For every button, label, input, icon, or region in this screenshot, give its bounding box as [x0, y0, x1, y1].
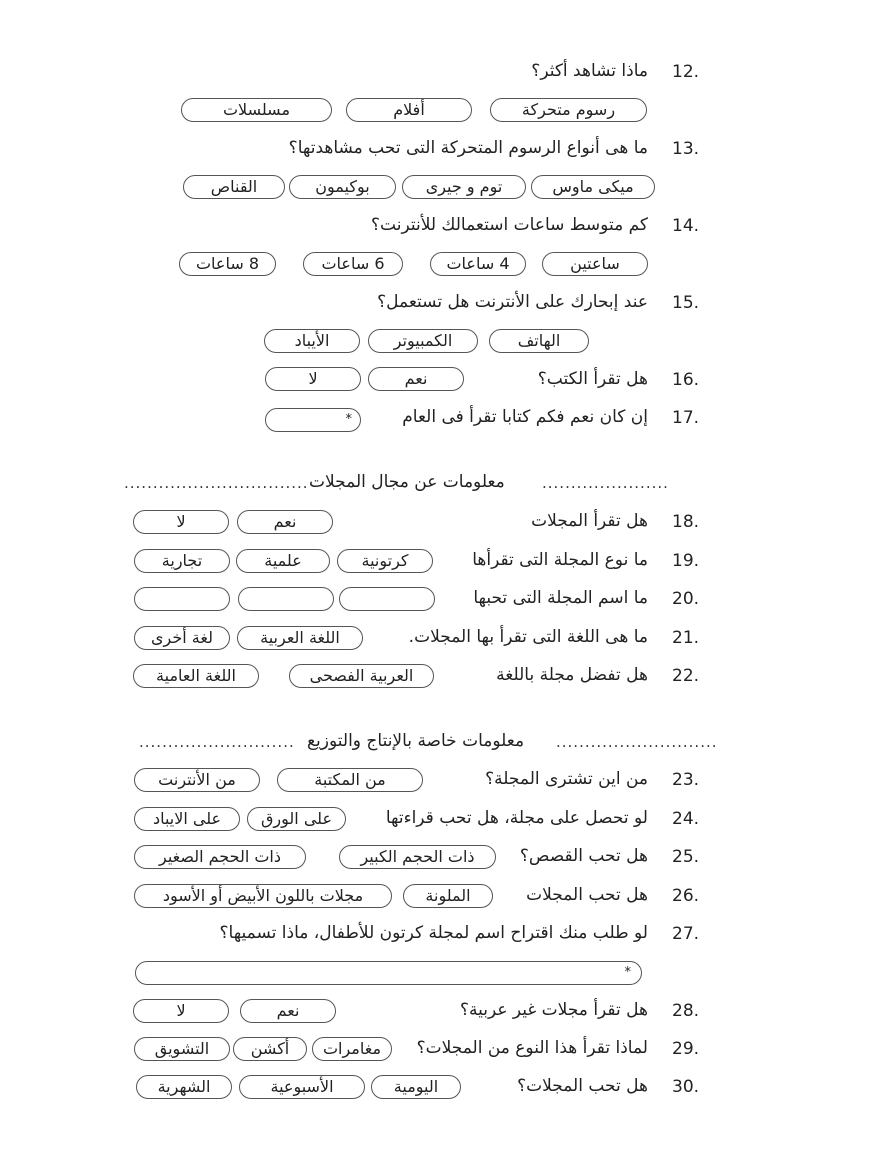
option-tom-and-jerry[interactable]: توم و جيرى	[402, 175, 526, 199]
question-text: لو تحصل على مجلة، هل تحب قراءتها	[385, 808, 648, 828]
option-yes[interactable]: نعم	[368, 367, 464, 391]
magazine-name-suggestion-input[interactable]: *	[135, 961, 642, 985]
question-24	[0, 806, 873, 836]
question-text: لو طلب منك اقتراح اسم لمجلة كرتون للأطفال، ماذا تسميها؟	[219, 923, 648, 943]
question-text: ما نوع المجلة التى تقرأها	[472, 550, 648, 570]
option-no[interactable]: لا	[265, 367, 361, 391]
question-text: إن كان نعم فكم كتابا تقرأ فى العام	[402, 407, 648, 427]
section-title-magazines-field: معلومات عن مجال المجلات	[309, 472, 505, 492]
question-number: 22.	[672, 666, 700, 686]
question-number: 16.	[672, 370, 700, 390]
option-classical-arabic[interactable]: العربية الفصحى	[289, 664, 434, 688]
option-suspense[interactable]: التشويق	[134, 1037, 230, 1061]
question-28	[0, 998, 873, 1028]
question-text: هل تفضل مجلة باللغة	[496, 665, 648, 685]
magazine-name-input-3[interactable]	[134, 587, 230, 611]
question-20	[0, 586, 873, 616]
option-large-size[interactable]: ذات الحجم الكبير	[339, 845, 496, 869]
question-number: 23.	[672, 770, 700, 790]
question-number: 15.	[672, 293, 700, 313]
option-action[interactable]: أكشن	[233, 1037, 307, 1061]
option-8-hours[interactable]: 8 ساعات	[179, 252, 276, 276]
option-series[interactable]: مسلسلات	[181, 98, 332, 122]
question-29	[0, 1036, 873, 1066]
option-arabic-language[interactable]: اللغة العربية	[237, 626, 363, 650]
question-number: 24.	[672, 809, 700, 829]
question-text: هل تحب القصص؟	[519, 846, 648, 866]
question-text: ما هى أنواع الرسوم المتحركة التى تحب مشاهدتها؟	[288, 138, 648, 158]
magazine-name-input-1[interactable]	[339, 587, 435, 611]
option-other-language[interactable]: لغة أخرى	[134, 626, 230, 650]
option-sniper[interactable]: القناص	[183, 175, 285, 199]
question-text: ماذا تشاهد أكثر؟	[531, 61, 648, 81]
question-text: كم متوسط ساعات استعمالك للأنترنت؟	[371, 215, 648, 235]
option-from-bookstore[interactable]: من المكتبة	[277, 768, 423, 792]
option-pokemon[interactable]: بوكيمون	[289, 175, 396, 199]
option-phone[interactable]: الهاتف	[489, 329, 589, 353]
question-number: 30.	[672, 1077, 700, 1097]
books-count-input[interactable]: *	[265, 408, 361, 432]
question-27	[0, 921, 873, 951]
section-divider-dots: ............................	[556, 733, 718, 751]
magazine-name-input-2[interactable]	[238, 587, 334, 611]
option-weekly[interactable]: الأسبوعية	[239, 1075, 365, 1099]
option-adventures[interactable]: مغامرات	[312, 1037, 392, 1061]
question-number: 19.	[672, 551, 700, 571]
question-15	[0, 290, 873, 320]
question-text: هل تقرأ المجلات	[531, 511, 648, 531]
question-13	[0, 136, 873, 166]
question-22	[0, 663, 873, 693]
question-text: هل تقرأ الكتب؟	[537, 369, 648, 389]
question-number: 25.	[672, 847, 700, 867]
question-text: هل تقرأ مجلات غير عربية؟	[459, 1000, 648, 1020]
question-number: 20.	[672, 589, 700, 609]
option-black-white[interactable]: مجلات باللون الأبيض أو الأسود	[134, 884, 392, 908]
option-computer[interactable]: الكمبيوتر	[368, 329, 478, 353]
question-text: عند إبحارك على الأنترنت هل تستعمل؟	[377, 292, 648, 312]
question-text: من اين تشترى المجلة؟	[485, 769, 648, 789]
option-no[interactable]: لا	[133, 999, 229, 1023]
question-18	[0, 509, 873, 539]
option-monthly[interactable]: الشهرية	[136, 1075, 232, 1099]
question-number: 21.	[672, 628, 700, 648]
question-21	[0, 625, 873, 655]
question-17	[0, 405, 873, 435]
option-4-hours[interactable]: 4 ساعات	[430, 252, 526, 276]
option-cartoon[interactable]: كرتونية	[337, 549, 433, 573]
option-daily[interactable]: اليومية	[371, 1075, 461, 1099]
question-14	[0, 213, 873, 243]
question-text: هل تحب المجلات؟	[517, 1076, 648, 1096]
question-text: لماذا تقرأ هذا النوع من المجلات؟	[416, 1038, 648, 1058]
option-movies[interactable]: أفلام	[346, 98, 472, 122]
section-title-production-distribution: معلومات خاصة بالإنتاج والتوزيع	[307, 731, 525, 751]
option-no[interactable]: لا	[133, 510, 229, 534]
question-number: 27.	[672, 924, 700, 944]
option-small-size[interactable]: ذات الحجم الصغير	[134, 845, 306, 869]
option-two-hours[interactable]: ساعتين	[542, 252, 648, 276]
question-number: 17.	[672, 408, 700, 428]
section-divider-dots: ................................	[124, 474, 309, 492]
question-number: 13.	[672, 139, 700, 159]
question-number: 12.	[672, 62, 700, 82]
option-scientific[interactable]: علمية	[236, 549, 330, 573]
question-number: 14.	[672, 216, 700, 236]
option-mickey-mouse[interactable]: ميكى ماوس	[531, 175, 655, 199]
question-text: هل تحب المجلات	[526, 885, 648, 905]
question-number: 26.	[672, 886, 700, 906]
option-ipad[interactable]: الأيباد	[264, 329, 360, 353]
option-yes[interactable]: نعم	[237, 510, 333, 534]
question-12	[0, 59, 873, 89]
option-yes[interactable]: نعم	[240, 999, 336, 1023]
option-animation[interactable]: رسوم متحركة	[490, 98, 647, 122]
section-divider-dots: ......................	[542, 474, 669, 492]
option-on-ipad[interactable]: على الايباد	[134, 807, 240, 831]
option-colloquial-language[interactable]: اللغة العامية	[133, 664, 259, 688]
option-from-internet[interactable]: من الأنترنت	[134, 768, 260, 792]
question-number: 18.	[672, 512, 700, 532]
question-text: ما هى اللغة التى تقرأ بها المجلات.	[408, 627, 648, 647]
question-23	[0, 767, 873, 797]
question-19	[0, 548, 873, 578]
option-commercial[interactable]: تجارية	[134, 549, 230, 573]
option-on-paper[interactable]: على الورق	[247, 807, 346, 831]
section-divider-dots: ...........................	[139, 733, 295, 751]
option-6-hours[interactable]: 6 ساعات	[303, 252, 403, 276]
question-number: 28.	[672, 1001, 700, 1021]
question-number: 29.	[672, 1039, 700, 1059]
option-colored[interactable]: الملونة	[403, 884, 493, 908]
question-text: ما اسم المجلة التى تحبها	[473, 588, 648, 608]
